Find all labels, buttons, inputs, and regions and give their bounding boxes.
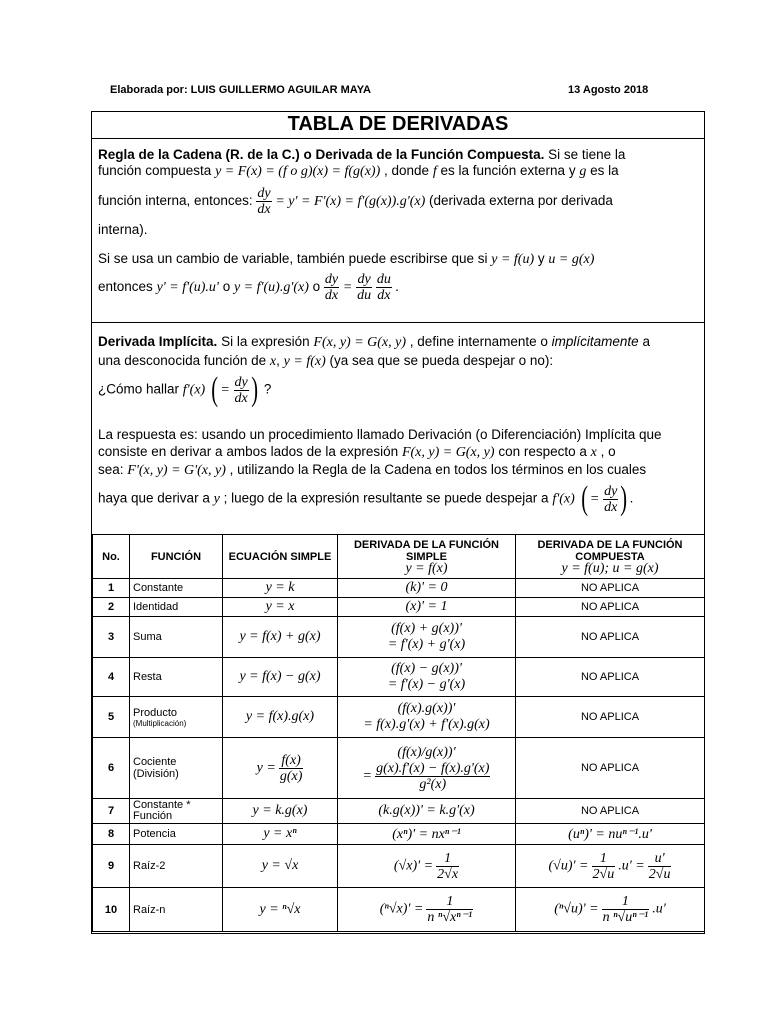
simple-equation: y = k.g(x) (252, 803, 308, 818)
simple-equation: y = f(x) − g(x) (239, 669, 321, 684)
composite-derivative: (uⁿ)' = nuⁿ⁻¹.u' (568, 826, 652, 842)
implicit-line-1 (98, 334, 650, 351)
quotient-fraction (279, 753, 304, 784)
text: consiste en derivar a ambos lados de la expresión (98, 444, 399, 459)
formula: y = f'(u).g'(x) (233, 280, 309, 296)
numerator: du (376, 272, 391, 287)
du-dx-fraction (376, 272, 392, 303)
row-function: Raíz-n (130, 888, 223, 932)
text: o (312, 279, 321, 295)
simple-equation: y = ⁿ√x (259, 901, 301, 917)
table-row (93, 598, 705, 617)
formula: y = f(x) (283, 354, 326, 369)
chain-rule-heading: Regla de la Cadena (R. de la C.) o Derivada de la Función Compuesta. (98, 147, 545, 162)
simple-derivative-lhs: (ⁿ√x)' = (379, 901, 424, 917)
derivatives-table (92, 534, 705, 932)
text: a (642, 334, 650, 349)
composite-derivative: NO APLICA (516, 598, 705, 617)
table-row (93, 845, 705, 888)
implicit-line-3 (98, 373, 271, 407)
denominator: du (357, 288, 372, 303)
composite-derivative: NO APLICA (516, 658, 705, 697)
header-text: DERIVADA DE LA FUNCIÓN COMPUESTA (537, 538, 683, 563)
composite-derivative: NO APLICA (516, 617, 705, 658)
formula: y (213, 491, 220, 507)
simple-derivative-line-1: (f(x)/g(x))' (397, 744, 456, 760)
text: ; luego de la expresión resultante se puede despejar a (223, 490, 549, 506)
row-function: Constante (130, 579, 223, 598)
simple-derivative: (k.g(x))' = k.g'(x) (378, 803, 475, 818)
formula: F(x, y) = G(x, y) (401, 445, 495, 460)
page-title: TABLA DE DERIVADAS (92, 112, 704, 139)
text: con respecto a (498, 444, 587, 459)
numerator: dy (604, 483, 618, 499)
formula: x (590, 445, 597, 460)
simple-derivative-line-1: (f(x).g(x))' (397, 701, 456, 716)
date: 13 Agosto 2018 (568, 84, 649, 96)
composite-derivative-fraction (602, 894, 650, 925)
simple-equation: y = k (265, 580, 295, 595)
chain-rule-line-6 (98, 272, 399, 303)
implicit-line-4: La respuesta es: usando un procedimiento llamado Derivación (o Diferenciación) Implícita que (98, 427, 662, 442)
denominator: 2√u (648, 866, 671, 882)
composite-derivative: NO APLICA (516, 799, 705, 824)
numerator: dy (257, 186, 271, 201)
col-header-no: No. (93, 535, 130, 579)
text: (derivada externa por derivada (429, 193, 613, 209)
formula: = y' = F'(x) = f'(g(x)).g'(x) (275, 194, 426, 210)
col-header-compuesta (516, 535, 705, 579)
simple-derivative: (xⁿ)' = nxⁿ⁻¹ (392, 826, 461, 842)
row-number: 2 (93, 598, 130, 617)
numerator: u' (648, 851, 672, 867)
formula: y' = f'(u).u' (156, 280, 219, 296)
composite-derivative: NO APLICA (516, 697, 705, 738)
equals: = (589, 491, 600, 507)
denominator: n ⁿ√xⁿ⁻¹ (427, 910, 473, 925)
header-text: DERIVADA DE LA FUNCIÓN SIMPLE (353, 538, 500, 563)
text: una desconocida función de (98, 353, 267, 368)
text: , define internamente o (409, 334, 548, 349)
dy-dx-fraction (324, 272, 339, 303)
row-function: Resta (130, 658, 223, 697)
implicit-line-6 (98, 462, 646, 479)
formula: F(x, y) = G(x, y) (313, 335, 407, 350)
simple-equation: y = xⁿ (263, 826, 297, 841)
text: (ya sea que se pueda despejar o no): (329, 353, 554, 368)
table-header-row (93, 535, 705, 579)
denominator: dx (234, 390, 248, 406)
formula: y = F(x) = (f o g)(x) = f(g(x)) (215, 164, 381, 179)
composite-derivative-lhs: (√u)' = (548, 857, 589, 873)
numerator: f(x) (279, 753, 304, 769)
text: Si se usa un cambio de variable, también puede escribirse que si (98, 251, 488, 266)
simple-derivative-lhs: (√x)' = (393, 857, 434, 873)
left-paren: ( (211, 371, 219, 408)
formula: f (432, 164, 437, 179)
text: , o (600, 444, 616, 459)
implicit-heading: Derivada Implícita. (98, 334, 218, 349)
table-row (93, 888, 705, 932)
author-line: Elaborada por: LUIS GUILLERMO AGUILAR MAYA (110, 84, 371, 96)
text: , (276, 353, 280, 368)
row-number: 5 (93, 697, 130, 738)
left-paren: ( (580, 480, 588, 517)
row-number: 10 (93, 888, 130, 932)
numerator: 1 (436, 851, 459, 867)
text: haya que derivar a (98, 490, 210, 506)
col-header-simple (338, 535, 516, 579)
chain-rule-para-1 (98, 146, 698, 164)
denominator: dx (604, 499, 618, 515)
text: implícitamente (551, 334, 639, 349)
equals: = (220, 382, 230, 398)
row-function: Constante * Función (130, 799, 223, 824)
row-number: 4 (93, 658, 130, 697)
denominator: 2√x (437, 866, 459, 882)
text: ¿Cómo hallar (98, 381, 180, 397)
dy-dx-fraction (603, 484, 618, 515)
denominator: g(x) (279, 768, 303, 784)
right-paren: ) (620, 480, 628, 517)
numerator: 1 (602, 894, 650, 910)
formula: . (395, 280, 400, 296)
row-function: Suma (130, 617, 223, 658)
dy-dx-fraction (256, 186, 271, 217)
function-name: Cociente (133, 756, 177, 768)
denominator: dx (377, 288, 391, 303)
composite-derivative-fraction-2 (648, 851, 672, 882)
numerator: dy (357, 272, 371, 287)
text: función compuesta (98, 163, 212, 178)
function-name: Producto (133, 706, 178, 719)
composite-derivative: NO APLICA (516, 579, 705, 598)
numerator: dy (234, 374, 248, 390)
simple-derivative-fraction (436, 851, 459, 882)
simple-equation: y = √x (261, 858, 299, 873)
chain-rule-line-2 (98, 163, 619, 180)
simple-derivative-line-2: = f'(x) + g'(x) (387, 637, 466, 652)
formula: u = g(x) (548, 252, 595, 267)
text: es la función externa y (440, 163, 576, 178)
denominator: dx (257, 202, 271, 217)
row-function (130, 697, 223, 738)
equation-lhs: y = (256, 759, 276, 775)
col-header-ecuacion: ECUACIÓN SIMPLE (223, 535, 338, 579)
table-row (93, 579, 705, 598)
denominator: 2√u (592, 866, 615, 882)
text: es la (590, 163, 619, 178)
simple-derivative-fraction (426, 894, 473, 925)
right-paren: ) (251, 371, 258, 408)
quotient-derivative-fraction (375, 761, 490, 792)
text: Si se tiene la (548, 147, 626, 162)
table-row (93, 617, 705, 658)
numerator: g(x).f'(x) − f(x).g'(x) (376, 760, 490, 776)
table-row (93, 658, 705, 697)
table-row (93, 824, 705, 845)
text: sea: (98, 462, 124, 477)
simple-equation: y = f(x).g(x) (245, 709, 315, 724)
chain-rule-line-3 (98, 186, 613, 217)
simple-equation: y = f(x) + g(x) (239, 629, 321, 644)
table-row (93, 697, 705, 738)
equals: = (342, 280, 353, 296)
implicit-line-5 (98, 444, 616, 461)
implicit-line-2 (98, 353, 553, 370)
denominator: dx (324, 288, 339, 303)
row-number: 6 (93, 738, 130, 799)
simple-derivative-line-2: = f(x).g'(x) + f'(x).g(x) (363, 717, 490, 732)
implicit-line-7 (98, 482, 633, 516)
col-header-funcion: FUNCIÓN (130, 535, 223, 579)
composite-derivative-tail: .u' (652, 901, 666, 917)
row-number: 3 (93, 617, 130, 658)
header-formula: y = f(u); u = g(x) (561, 560, 659, 576)
formula: f'(x) (182, 382, 206, 398)
composite-derivative-fraction (592, 851, 616, 882)
simple-derivative: (x)' = 1 (405, 599, 448, 614)
dy-du-fraction (356, 272, 372, 303)
formula: x (269, 354, 277, 369)
text: , utilizando la Regla de la Cadena en todos los términos en los cuales (229, 462, 647, 477)
simple-derivative: (k)' = 0 (405, 580, 448, 595)
table-row (93, 738, 705, 799)
equals: = (362, 767, 372, 783)
text: Si la expresión (221, 334, 310, 349)
row-number: 7 (93, 799, 130, 824)
row-function: Raíz-2 (130, 845, 223, 888)
simple-derivative-line-1: (f(x) + g(x))' (391, 621, 462, 636)
formula: y = f(u) (491, 252, 535, 267)
text: entonces (98, 279, 153, 295)
denominator: n ⁿ√uⁿ⁻¹ (602, 910, 649, 925)
row-number: 9 (93, 845, 130, 888)
table-row (93, 799, 705, 824)
text: o (222, 279, 231, 295)
text: función interna, entonces: (98, 193, 253, 209)
simple-equation: y = x (265, 599, 295, 614)
row-function: Identidad (130, 598, 223, 617)
chain-rule-line-5 (98, 251, 594, 268)
section-divider (92, 322, 704, 323)
text: , donde (384, 163, 430, 178)
numerator: 1 (426, 894, 473, 910)
simple-derivative-line-1: (f(x) − g(x))' (391, 661, 462, 676)
function-subtitle: (División) (133, 768, 179, 780)
simple-derivative-line-2: = f'(x) − g'(x) (387, 677, 466, 692)
row-number: 1 (93, 579, 130, 598)
row-number: 8 (93, 824, 130, 845)
function-subtitle: (Multiplicación) (133, 718, 187, 728)
numerator: dy (324, 272, 339, 287)
formula: f'(x) (552, 491, 575, 507)
row-function (130, 738, 223, 799)
chain-rule-line-4: interna). (98, 222, 148, 237)
dy-dx-fraction (234, 375, 249, 406)
row-function: Potencia (130, 824, 223, 845)
formula: g (579, 164, 587, 179)
text: y (537, 251, 545, 266)
denominator: g²(x) (419, 776, 447, 792)
numerator: 1 (592, 851, 616, 867)
composite-derivative-mid: .u' = (618, 857, 645, 873)
formula: F'(x, y) = G'(x, y) (127, 463, 226, 478)
header-formula: y = f(x) (405, 560, 448, 576)
composite-derivative-lhs: (ⁿ√u)' = (554, 901, 599, 917)
text: . (629, 490, 634, 506)
composite-derivative: NO APLICA (516, 738, 705, 799)
text: ? (263, 381, 272, 397)
